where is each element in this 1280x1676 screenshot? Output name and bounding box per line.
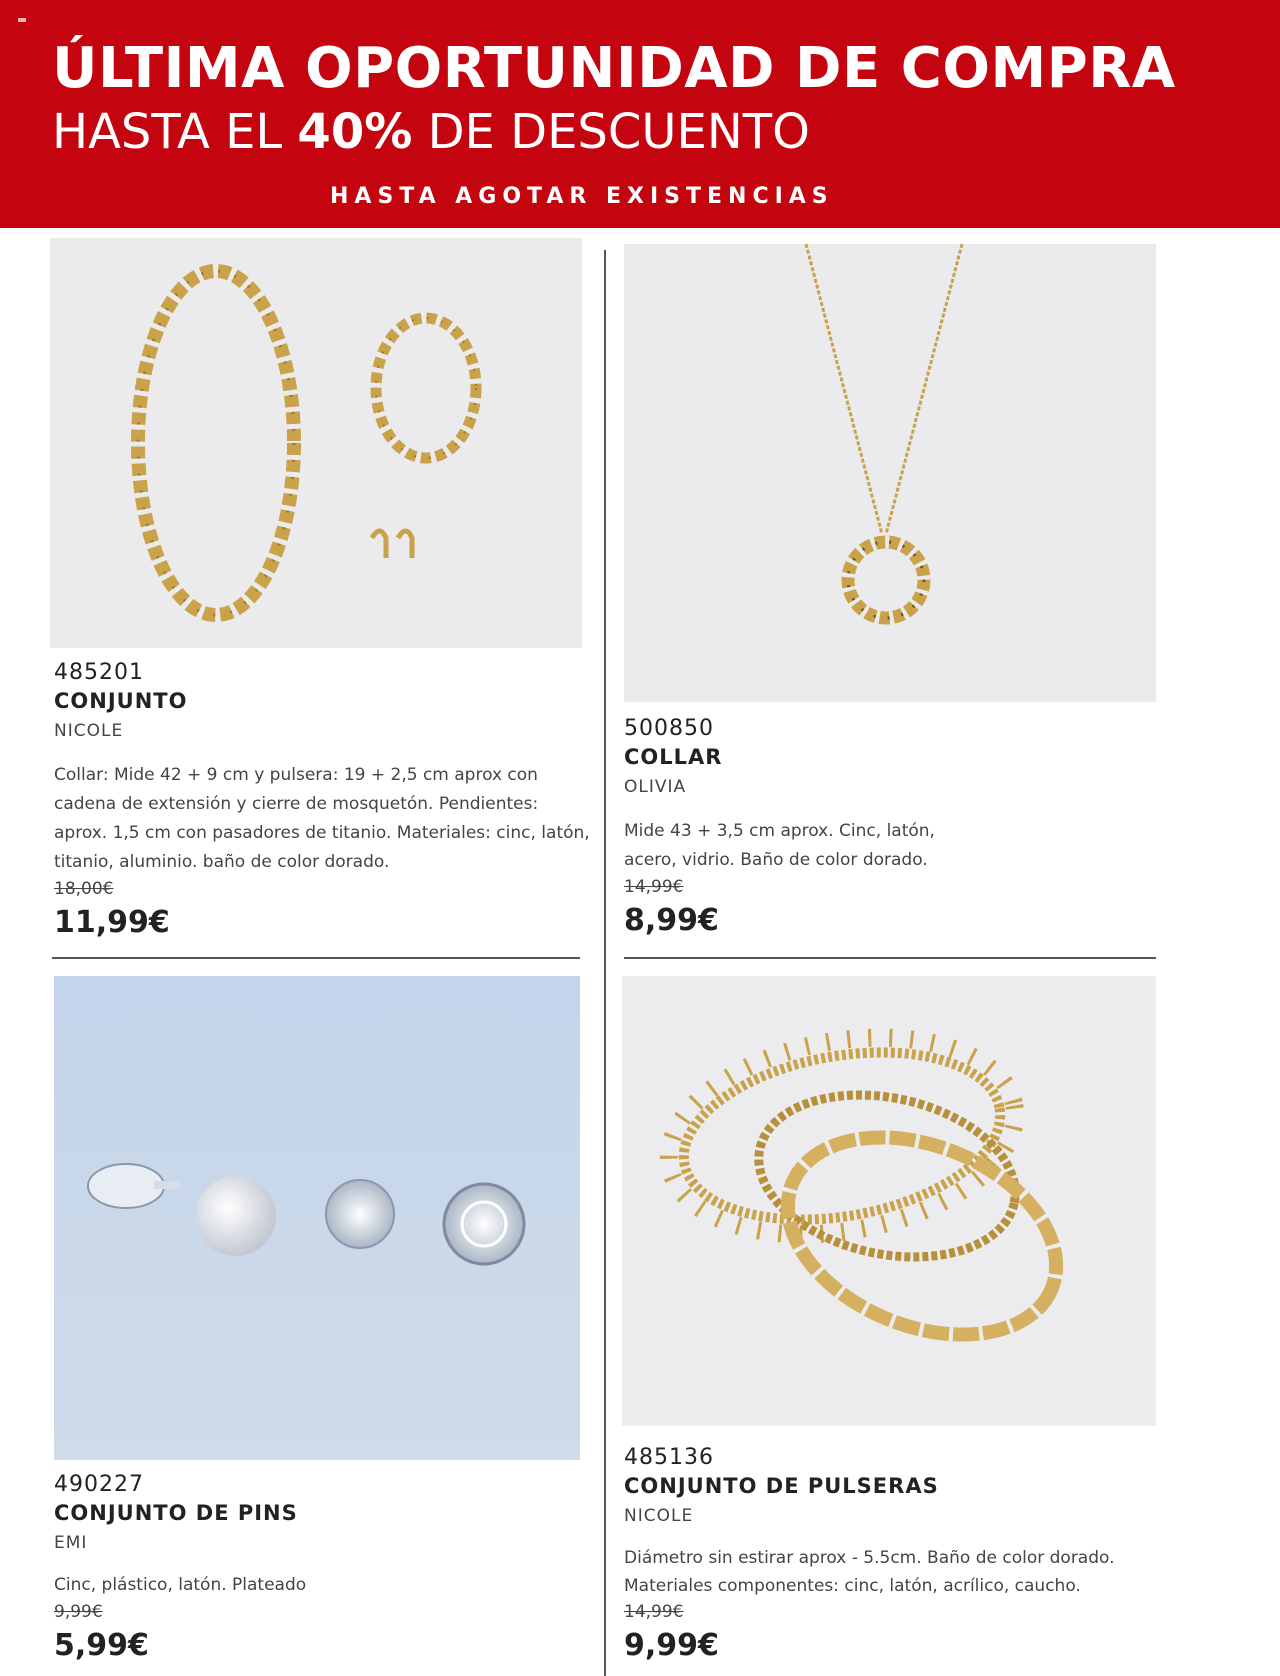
product-name[interactable]: CONJUNTO xyxy=(54,689,188,713)
sale-price: 5,99€ xyxy=(54,1628,149,1663)
row-divider-right xyxy=(624,957,1156,959)
banner-title: ÚLTIMA OPORTUNIDAD DE COMPRA xyxy=(52,36,1176,101)
product-image-conjunto[interactable] xyxy=(50,238,582,648)
column-divider xyxy=(604,250,606,1676)
product-name[interactable]: CONJUNTO DE PINS xyxy=(54,1501,298,1525)
banner-subtitle xyxy=(52,104,810,160)
product-name[interactable]: CONJUNTO DE PULSERAS xyxy=(624,1474,939,1498)
old-price: 14,99€ xyxy=(624,877,684,897)
product-code: 500850 xyxy=(624,716,714,741)
product-card-485136 xyxy=(624,1445,1164,1663)
subtitle-pre: HASTA EL xyxy=(52,104,298,160)
product-brand: OLIVIA xyxy=(624,777,687,797)
product-code: 490227 xyxy=(54,1472,144,1497)
discount-percent: 40% xyxy=(297,104,413,160)
old-price: 9,99€ xyxy=(54,1602,103,1622)
chain-set-icon xyxy=(50,238,582,648)
old-price: 18,00€ xyxy=(54,879,114,899)
promo-banner xyxy=(0,0,1280,228)
row-divider-left xyxy=(52,957,580,959)
product-description: Cinc, plástico, latón. Plateado xyxy=(54,1575,307,1595)
product-name[interactable]: COLLAR xyxy=(624,745,723,769)
product-brand: NICOLE xyxy=(624,1506,694,1526)
product-card-500850 xyxy=(624,716,1164,938)
product-brand: EMI xyxy=(54,1533,88,1553)
banner-tagline: HASTA AGOTAR EXISTENCIAS xyxy=(330,184,834,209)
product-image-collar[interactable] xyxy=(624,244,1156,702)
product-card-490227 xyxy=(54,1472,594,1663)
product-image-pulseras[interactable] xyxy=(622,976,1156,1426)
product-code: 485201 xyxy=(54,660,144,685)
product-description: Diámetro sin estirar aprox - 5.5cm. Baño de color dorado. Materiales componentes: cinc, latón, acrílico, caucho. xyxy=(624,1548,1115,1596)
sale-price: 11,99€ xyxy=(54,905,170,940)
pendant-necklace-icon xyxy=(624,244,1156,702)
pins-icon xyxy=(54,976,580,1460)
bracelets-icon xyxy=(622,976,1156,1426)
product-code: 485136 xyxy=(624,1445,714,1470)
sale-price: 8,99€ xyxy=(624,903,719,938)
subtitle-post: DE DESCUENTO xyxy=(412,104,810,160)
product-description: Mide 43 + 3,5 cm aprox. Cinc, latón, acero, vidrio. Baño de color dorado. xyxy=(624,821,935,870)
product-card-485201 xyxy=(54,660,594,940)
menu-icon xyxy=(18,18,26,22)
product-image-pins[interactable] xyxy=(54,976,580,1460)
product-description: Collar: Mide 42 + 9 cm y pulsera: 19 + 2,5 cm aprox con cadena de extensión y cierre de mosquetón. Pendientes: aprox. 1,5 cm con pasadores de titanio. Materiales: cinc, latón, titanio, aluminio. baño de color dorado. xyxy=(54,765,590,872)
old-price: 14,99€ xyxy=(624,1602,684,1622)
product-brand: NICOLE xyxy=(54,721,124,741)
sale-price: 9,99€ xyxy=(624,1628,719,1663)
